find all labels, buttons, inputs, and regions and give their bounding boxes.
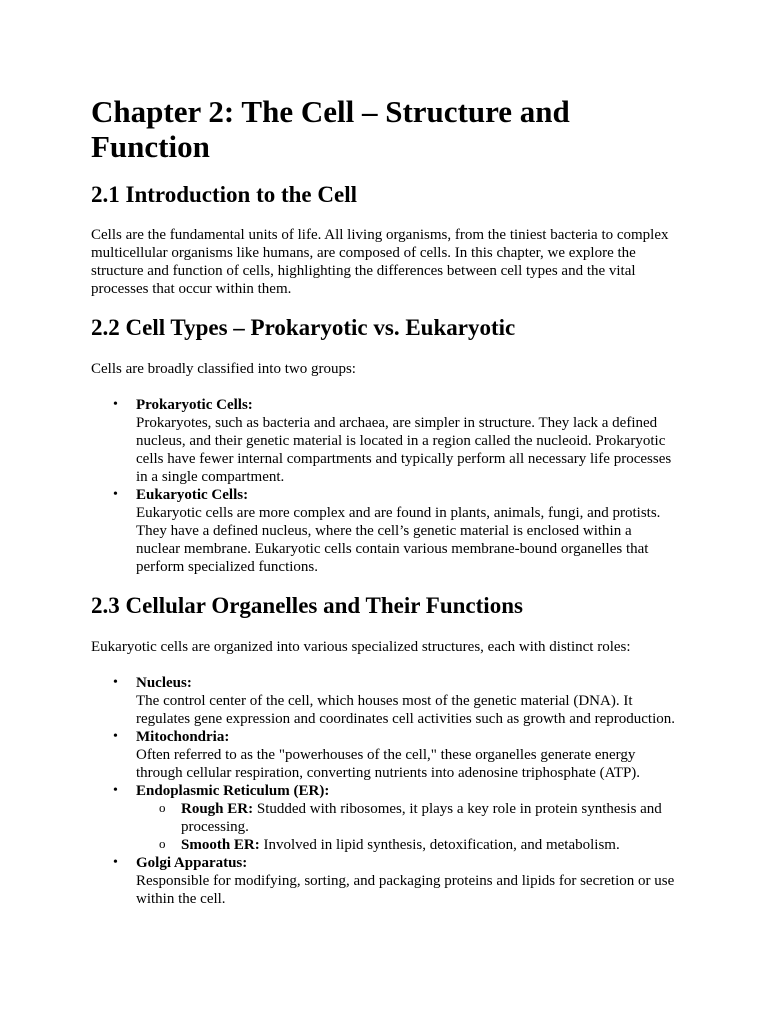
- list-item-term: Golgi Apparatus:: [136, 855, 248, 871]
- sublist-item-term: Rough ER:: [181, 801, 254, 817]
- list-item-term: Prokaryotic Cells:: [136, 397, 253, 413]
- list-item-description: The control center of the cell, which houses most of the genetic material (DNA). It regulates gene expression and coordinates cell activities such as growth and reproduction.: [136, 693, 675, 727]
- chapter-title: Chapter 2: The Cell – Structure and Function: [91, 94, 570, 164]
- sublist-item-term: Smooth ER:: [181, 837, 260, 853]
- section-heading-cell-types: 2.2 Cell Types – Prokaryotic vs. Eukaryotic: [91, 315, 516, 340]
- list-item-term: Endoplasmic Reticulum (ER):: [136, 783, 330, 799]
- list-item-term: Eukaryotic Cells:: [136, 487, 249, 503]
- er-sublist: [136, 800, 678, 854]
- section-heading-organelles: 2.3 Cellular Organelles and Their Functions: [91, 593, 523, 618]
- list-item-description: Prokaryotes, such as bacteria and archaea, are simpler in structure. They lack a defined nucleus, and their genetic material is located in a region called the nucleoid. Prokaryotic cells have fewer internal compartments and typically perform all necessary life processes in a single compartment.: [136, 415, 672, 485]
- list-item-endoplasmic-reticulum: [91, 782, 678, 854]
- section-paragraph-organelles: Eukaryotic cells are organized into various specialized structures, each with distinct roles:: [91, 639, 631, 655]
- cell-types-list: [91, 396, 678, 576]
- sublist-item-smooth-er: [136, 836, 678, 854]
- list-item-description: Eukaryotic cells are more complex and are found in plants, animals, fungi, and protists. They have a defined nucleus, where the cell’s genetic material is enclosed within a nuclear membrane. Eukaryotic cells contain various membrane-bound organelles that perform specialized functions.: [136, 505, 661, 575]
- organelles-list: [91, 674, 678, 908]
- section-paragraph-cell-types: Cells are broadly classified into two groups:: [91, 361, 356, 377]
- section-heading-intro: 2.1 Introduction to the Cell: [91, 182, 357, 207]
- sublist-item-description: Involved in lipid synthesis, detoxification, and metabolism.: [259, 837, 620, 853]
- list-item-nucleus: [91, 674, 678, 728]
- list-item-eukaryotic: [91, 486, 678, 576]
- list-item-term: Mitochondria:: [136, 729, 230, 745]
- sublist-item-rough-er: [136, 800, 678, 836]
- list-item-prokaryotic: [91, 396, 678, 486]
- list-item-golgi-apparatus: [91, 854, 678, 908]
- sublist-item-description: Studded with ribosomes, it plays a key role in protein synthesis and processing.: [181, 801, 662, 835]
- list-item-description: Often referred to as the "powerhouses of the cell," these organelles generate energy through cellular respiration, converting nutrients into adenosine triphosphate (ATP).: [136, 747, 641, 781]
- list-item-description: Responsible for modifying, sorting, and packaging proteins and lipids for secretion or use within the cell.: [136, 873, 675, 907]
- list-item-mitochondria: [91, 728, 678, 782]
- section-paragraph-intro: Cells are the fundamental units of life. All living organisms, from the tiniest bacteria to complex multicellular organisms like humans, are composed of cells. In this chapter, we explore the structure and function of cells, highlighting the differences between cell types and the vital processes that occur within them.: [91, 227, 669, 297]
- list-item-term: Nucleus:: [136, 675, 192, 691]
